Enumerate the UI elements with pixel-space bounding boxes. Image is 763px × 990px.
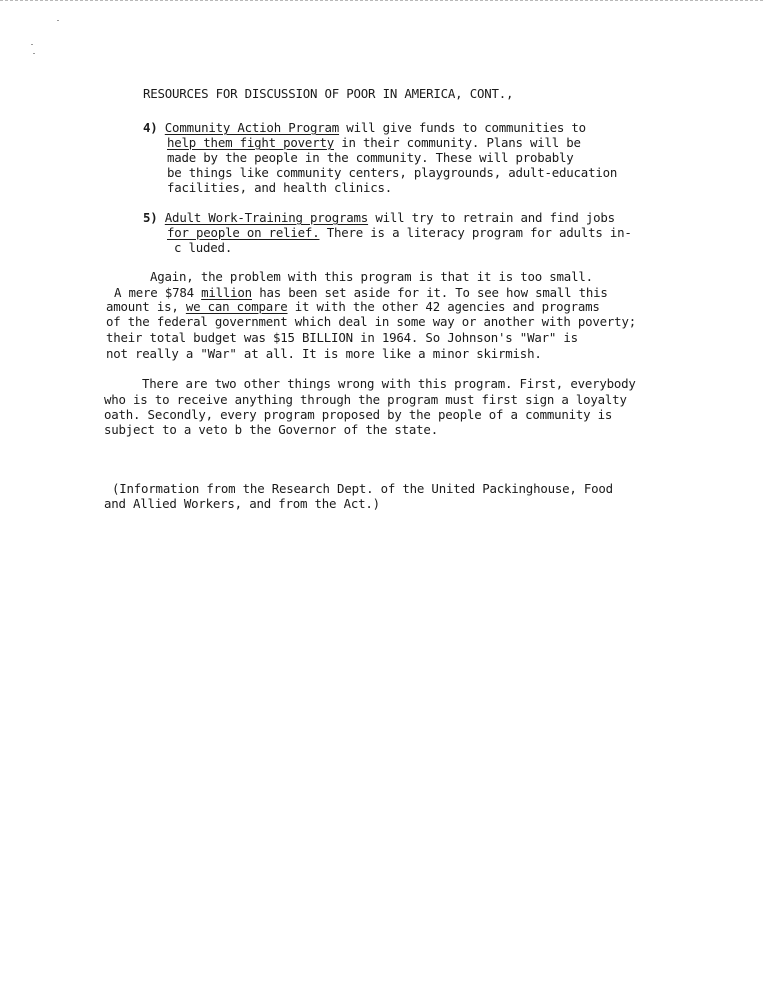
item-5-line-2-text: There is a literacy program for adults in- — [319, 225, 632, 240]
paragraph-1-underlined-phrase: we can compare — [185, 299, 288, 314]
item-4-line-2 — [167, 135, 581, 150]
paragraph-1-line-6: not really a "War" at all. It is more like a minor skirmish. — [106, 346, 542, 361]
paper-speck — [33, 53, 35, 54]
page-top-edge — [0, 0, 763, 3]
item-5-number: 5) — [143, 210, 158, 225]
item-5-line-2 — [167, 225, 632, 240]
item-4-line-2-text: in their community. Plans will be — [333, 135, 581, 150]
paragraph-1-line-1: Again, the problem with this program is that it is too small. — [150, 269, 593, 284]
item-4-line-1-text: will give funds to communities to — [339, 120, 586, 135]
item-5-heading: Adult Work-Training programs — [164, 210, 369, 225]
paragraph-1-line-3 — [106, 299, 600, 314]
paragraph-2-line-3: oath. Secondly, every program proposed by the people of a community is — [104, 407, 613, 422]
source-note-line-2: and Allied Workers, and from the Act.) — [104, 496, 380, 511]
item-4-line-4: be things like community centers, playgrounds, adult-education — [167, 165, 618, 180]
paragraph-2-line-1: There are two other things wrong with this program. First, everybody — [142, 376, 636, 391]
paper-speck — [57, 20, 59, 21]
paragraph-2-line-4: subject to a veto b the Governor of the state. — [104, 422, 438, 437]
item-4-line-5: facilities, and health clinics. — [167, 180, 393, 195]
item-4-number: 4) — [143, 120, 158, 135]
paragraph-1-underlined-million: million — [201, 285, 252, 300]
paper-speck — [31, 44, 33, 45]
paragraph-1-line-3-end: it with the other 42 agencies and programs — [287, 299, 600, 314]
paragraph-1-line-4: of the federal government which deal in some way or another with poverty; — [106, 314, 636, 329]
item-5-underlined-phrase: for people on relief. — [167, 225, 320, 240]
item-5-line-3: c luded. — [174, 240, 233, 255]
paragraph-1-line-3-start: amount is, — [106, 299, 186, 314]
paragraph-1-line-2-end: has been set aside for it. To see how small this — [251, 285, 608, 300]
item-5-line-1-text: will try to retrain and find jobs — [368, 210, 615, 225]
item-4-line-3: made by the people in the community. These will probably — [167, 150, 574, 165]
item-4-underlined-phrase: help them fight poverty — [167, 135, 334, 150]
paragraph-2-line-2: who is to receive anything through the program must first sign a loyalty — [104, 392, 627, 407]
paragraph-1-line-2 — [114, 285, 608, 300]
item-5-line-1 — [143, 210, 615, 225]
paragraph-1-line-2-start: A mere $784 — [114, 285, 202, 300]
item-4-line-1 — [143, 120, 586, 135]
document-title: RESOURCES FOR DISCUSSION OF POOR IN AMERICA, CONT., — [143, 86, 514, 101]
source-note-line-1: (Information from the Research Dept. of the United Packinghouse, Food — [112, 481, 613, 496]
paragraph-1-line-5: their total budget was $15 BILLION in 1964. So Johnson's "War" is — [106, 330, 578, 345]
item-4-heading: Community Actioh Program — [164, 120, 340, 135]
